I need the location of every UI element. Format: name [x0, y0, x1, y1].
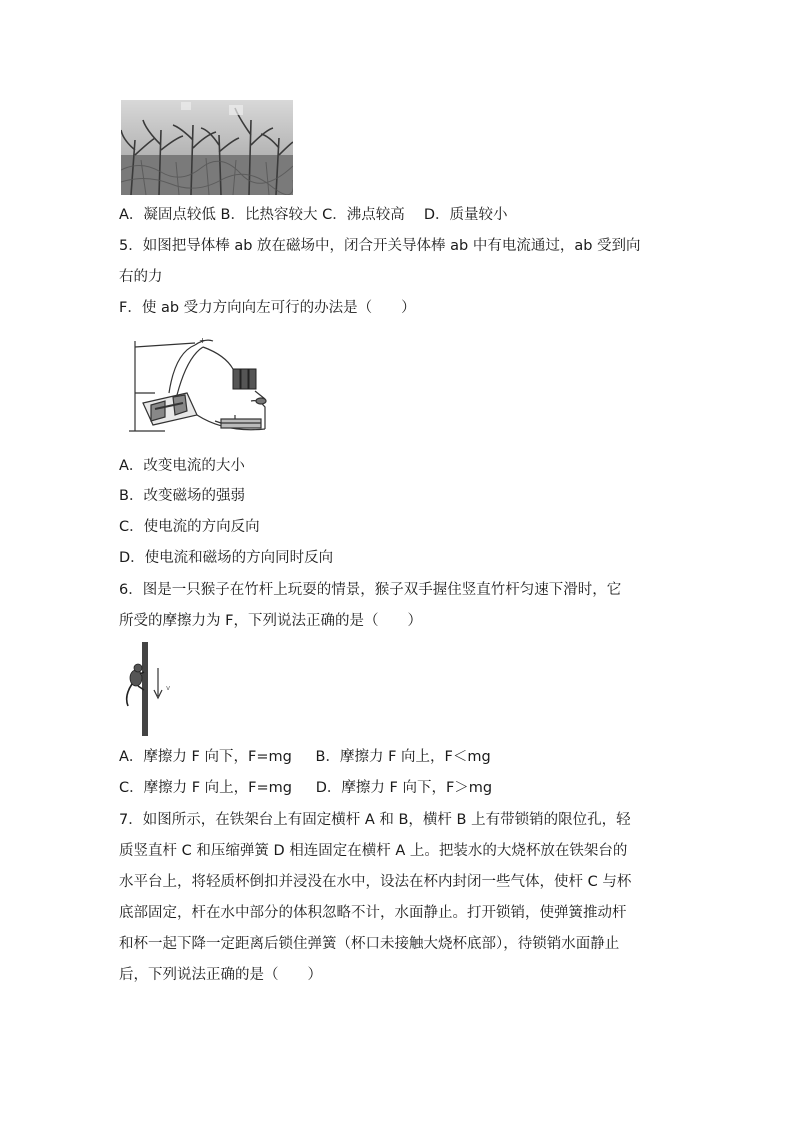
q6-options-line-2: C．摩擦力 F 向上，F=mg D．摩擦力 F 向下，F＞mg [119, 780, 493, 796]
q5-option-b: B．改变磁场的强弱 [119, 488, 245, 504]
monkey-on-pole-figure [118, 640, 180, 738]
q7-stem-line-1: 7．如图所示，在铁架台上有固定横杆 A 和 B，横杆 B 上有带锁销的限位孔，轻 [119, 812, 631, 828]
magnetic-field-apparatus-figure [125, 333, 273, 441]
q5-option-a: A．改变电流的大小 [119, 458, 245, 474]
svg-text:+: + [199, 336, 206, 345]
q7-stem-line-2: 质竖直杆 C 和压缩弹簧 D 相连固定在横杆 A 上。把装水的大烧杯放在铁架台的 [119, 843, 628, 859]
q7-stem-line-3: 水平台上，将轻质杯倒扣并浸没在水中，设法在杯内封闭一些气体，使杆 C 与杯 [119, 874, 632, 890]
q6-stem-line-1: 6．图是一只猴子在竹杆上玩耍的情景，猴子双手握住竖直竹杆匀速下滑时，它 [119, 582, 622, 598]
q5-stem-line-3: F．使 ab 受力方向向左可行的办法是（ ） [119, 300, 416, 316]
q5-option-d: D．使电流和磁场的方向同时反向 [119, 550, 334, 566]
velocity-label: v [166, 684, 171, 692]
q7-stem-line-6: 后，下列说法正确的是（ ） [119, 967, 322, 983]
q5-option-c: C．使电流的方向反向 [119, 519, 260, 535]
q7-stem-line-5: 和杯一起下降一定距离后锁住弹簧（杯口未接触大烧杯底部），待锁销水面静止 [119, 936, 620, 952]
cornfield-photo [121, 100, 293, 195]
q6-stem-line-2: 所受的摩擦力为 F，下列说法正确的是（ ） [119, 613, 422, 629]
q6-options-line-1: A．摩擦力 F 向下，F=mg B．摩擦力 F 向上，F＜mg [119, 749, 491, 765]
q5-stem-line-1: 5．如图把导体棒 ab 放在磁场中，闭合开关导体棒 ab 中有电流通过，ab 受到向 [119, 238, 641, 254]
q7-stem-line-4: 底部固定，杆在水中部分的体积忽略不计，水面静止。打开锁销，使弹簧推动杆 [119, 905, 627, 921]
q5-stem-line-2: 右的力 [119, 269, 163, 285]
q4-options: A．凝固点较低 B．比热容较大 C．沸点较高 D．质量较小 [119, 207, 508, 223]
